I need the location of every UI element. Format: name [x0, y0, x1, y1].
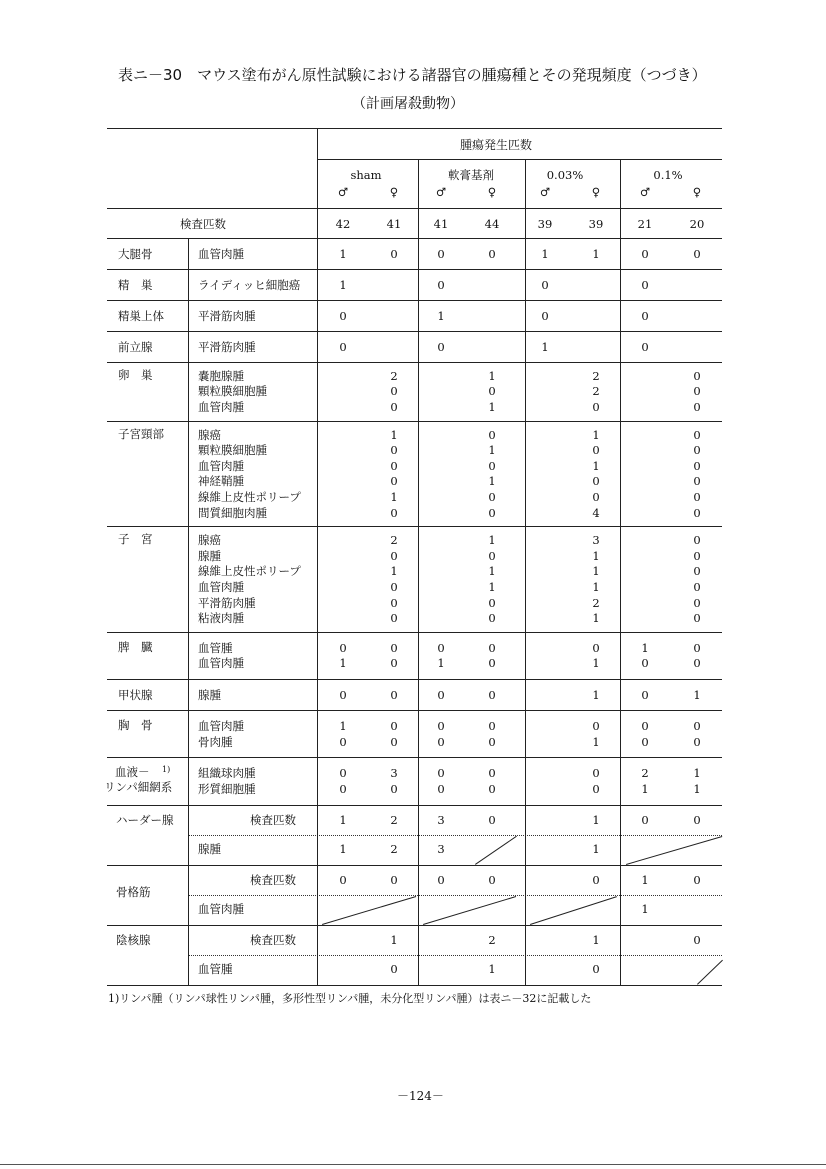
female-symbol: ♀ [487, 185, 497, 199]
column-rule [620, 159, 621, 985]
table-rule [318, 159, 722, 160]
count-cell: 0 [488, 384, 496, 399]
count-cell: 0 [339, 766, 347, 781]
count-cell: 0 [390, 611, 398, 626]
count-cell: 0 [693, 595, 701, 610]
count-cell: 0 [693, 734, 701, 749]
count-cell: 1 [592, 246, 600, 261]
count-cell: 1 [641, 901, 649, 916]
table-rule [107, 925, 722, 926]
count-cell: 0 [437, 246, 445, 261]
examined-label: 検査匹数 [250, 932, 296, 947]
examined-label: 検査匹数 [250, 872, 296, 887]
count-cell: 0 [592, 640, 600, 655]
organ-label: 大腿骨 [118, 246, 153, 261]
count-cell: 0 [339, 308, 347, 323]
examined-label: 検査匹数 [250, 812, 296, 827]
tumor-label: ライディッヒ細胞癌 [198, 277, 301, 292]
group-title: 腫瘍発生匹数 [460, 138, 533, 152]
table-rule [107, 238, 722, 239]
tumor-label: 平滑筋肉腫 [198, 308, 256, 323]
group-label: sham [350, 168, 382, 182]
organ-label: 精巣上体 [118, 308, 164, 323]
tumor-label: 顆粒膜細胞腫 [198, 384, 267, 399]
count-cell: 1 [592, 427, 600, 442]
count-cell: 0 [390, 384, 398, 399]
count-cell: 0 [390, 458, 398, 473]
count-cell: 0 [390, 872, 398, 887]
count-cell: 1 [437, 656, 445, 671]
count-cell: 0 [488, 427, 496, 442]
count-cell: 0 [488, 458, 496, 473]
tumor-label: 組織球肉腫 [198, 766, 256, 781]
tumor-label: 線維上皮性ポリープ [198, 564, 301, 579]
count-cell: 1 [488, 533, 496, 548]
count-cell: 0 [390, 400, 398, 414]
table-subtitle: （計画屠殺動物） [352, 96, 464, 112]
tumor-label: 血管肉腫 [198, 719, 244, 733]
count-cell: 1 [339, 277, 347, 292]
organ-label: 1) [162, 765, 171, 774]
table-rule [107, 526, 722, 527]
count-cell: 1 [390, 932, 398, 947]
count-cell: 1 [592, 734, 600, 749]
count-cell: 0 [488, 640, 496, 655]
column-rule [418, 159, 419, 985]
table-rule [107, 985, 722, 986]
table-rule [107, 208, 722, 209]
count-cell: 0 [339, 734, 347, 749]
count-cell: 42 [335, 217, 351, 231]
count-cell: 0 [592, 443, 600, 458]
count-cell: 3 [437, 812, 445, 827]
count-cell: 0 [437, 781, 445, 796]
count-cell: 0 [390, 505, 398, 520]
count-cell: 0 [488, 611, 496, 626]
count-cell: 1 [390, 490, 398, 504]
count-cell: 0 [693, 427, 701, 442]
page-number: －124－ [397, 1089, 444, 1103]
count-cell: 0 [693, 812, 701, 827]
count-cell: 3 [390, 766, 398, 781]
tumor-label: 血管肉腫 [198, 246, 244, 261]
organ-label: リンパ細網系 [104, 780, 173, 794]
count-cell: 0 [693, 872, 701, 887]
count-cell: 0 [541, 277, 549, 292]
table-rule [107, 300, 722, 301]
bottom-rule [0, 1164, 826, 1165]
count-cell: 0 [390, 595, 398, 610]
count-cell: 0 [592, 766, 600, 781]
count-cell: 0 [641, 656, 649, 671]
column-rule [525, 159, 526, 985]
count-cell: 0 [641, 812, 649, 827]
count-cell: 0 [488, 766, 496, 781]
female-symbol: ♀ [692, 185, 702, 199]
count-cell: 0 [693, 400, 701, 414]
table-rule [107, 128, 722, 129]
count-cell: 0 [592, 400, 600, 414]
count-cell: 2 [488, 932, 496, 947]
organ-label: 血液－ [115, 765, 150, 779]
count-cell: 0 [488, 687, 496, 702]
count-cell: 1 [437, 308, 445, 323]
tumor-label: 平滑筋肉腫 [198, 595, 256, 610]
count-cell: 0 [693, 533, 701, 548]
count-cell: 2 [592, 368, 600, 383]
count-cell: 0 [592, 781, 600, 796]
table-rule [107, 362, 722, 363]
count-cell: 3 [437, 841, 445, 856]
empty-cell-slash [423, 896, 516, 925]
count-cell: 1 [693, 766, 701, 781]
count-cell: 0 [390, 734, 398, 749]
count-cell: 1 [488, 400, 496, 414]
count-cell: 0 [693, 490, 701, 504]
group-label: 軟膏基剤 [448, 168, 494, 182]
count-cell: 1 [339, 246, 347, 261]
count-cell: 0 [693, 640, 701, 655]
table-rule [107, 710, 722, 711]
count-cell: 2 [592, 384, 600, 399]
count-cell: 0 [488, 595, 496, 610]
count-cell: 0 [488, 548, 496, 563]
count-cell: 0 [693, 548, 701, 563]
count-cell: 0 [592, 719, 600, 733]
count-cell: 0 [390, 580, 398, 594]
count-cell: 0 [437, 339, 445, 354]
male-symbol: ♂ [539, 185, 551, 199]
count-cell: 0 [641, 308, 649, 323]
organ-label: 子 宮 [118, 532, 153, 547]
count-cell: 0 [437, 719, 445, 733]
count-cell: 2 [641, 766, 649, 781]
empty-cell-slash [475, 836, 517, 865]
count-cell: 1 [541, 246, 549, 261]
tumor-label: 顆粒膜細胞腫 [198, 443, 267, 458]
count-cell: 2 [390, 812, 398, 827]
count-cell: 0 [641, 246, 649, 261]
count-cell: 0 [641, 719, 649, 733]
count-cell: 1 [592, 841, 600, 856]
count-cell: 0 [390, 781, 398, 796]
column-rule [188, 238, 189, 985]
group-label: 0.1% [653, 168, 683, 182]
count-cell: 39 [588, 217, 604, 231]
count-cell: 1 [339, 656, 347, 671]
tumor-label: 血管肉腫 [198, 580, 244, 594]
tumor-label: 血管肉腫 [198, 656, 244, 671]
count-cell: 1 [592, 580, 600, 594]
count-cell: 1 [592, 932, 600, 947]
male-symbol: ♂ [639, 185, 651, 199]
male-symbol: ♂ [435, 185, 447, 199]
count-cell: 0 [641, 277, 649, 292]
table-rule [107, 331, 722, 332]
count-cell: 0 [488, 490, 496, 504]
count-cell: 0 [693, 368, 701, 383]
count-cell: 2 [390, 841, 398, 856]
count-cell: 0 [592, 872, 600, 887]
tumor-label: 腺癌 [198, 427, 221, 442]
count-cell: 0 [339, 687, 347, 702]
count-cell: 0 [339, 781, 347, 796]
count-cell: 1 [541, 339, 549, 354]
count-cell: 1 [693, 781, 701, 796]
count-cell: 0 [693, 246, 701, 261]
tumor-label: 腺癌 [198, 533, 221, 548]
count-cell: 0 [693, 611, 701, 626]
count-cell: 0 [592, 961, 600, 976]
count-cell: 0 [693, 932, 701, 947]
count-cell: 1 [693, 687, 701, 702]
tumor-label: 神経鞘腫 [198, 474, 244, 489]
footnote: 1)リンパ腫（リンパ球性リンパ腫，多形性型リンパ腫，未分化型リンパ腫）は表ニ－32に記載した [108, 992, 592, 1005]
count-cell: 0 [488, 505, 496, 520]
count-cell: 1 [339, 719, 347, 733]
tumor-label: 腺腫 [198, 548, 221, 563]
count-cell: 0 [693, 443, 701, 458]
count-cell: 1 [488, 580, 496, 594]
count-cell: 0 [390, 443, 398, 458]
count-cell: 0 [437, 640, 445, 655]
column-rule [317, 128, 318, 985]
count-cell: 0 [592, 474, 600, 489]
count-cell: 0 [437, 734, 445, 749]
count-cell: 20 [689, 217, 705, 231]
tumor-label: 骨肉腫 [198, 734, 233, 749]
count-cell: 2 [592, 595, 600, 610]
count-cell: 1 [592, 656, 600, 671]
table-rule [107, 421, 722, 422]
tumor-label: 血管肉腫 [198, 901, 244, 916]
count-cell: 1 [339, 812, 347, 827]
tumor-label: 粘液肉腫 [198, 611, 244, 626]
count-cell: 0 [437, 277, 445, 292]
count-cell: 1 [592, 687, 600, 702]
tumor-label: 平滑筋肉腫 [198, 339, 256, 354]
organ-label: ハーダー腺 [116, 812, 174, 827]
count-cell: 39 [537, 217, 553, 231]
count-cell: 1 [592, 458, 600, 473]
count-cell: 0 [693, 719, 701, 733]
tumor-label: 血管腫 [198, 640, 233, 655]
count-cell: 1 [592, 812, 600, 827]
count-cell: 0 [390, 548, 398, 563]
count-row-label: 検査匹数 [180, 217, 226, 231]
count-cell: 0 [488, 872, 496, 887]
organ-label: 子宮頸部 [118, 426, 164, 441]
count-cell: 0 [488, 656, 496, 671]
count-cell: 1 [641, 781, 649, 796]
count-cell: 1 [488, 368, 496, 383]
organ-label: 卵 巣 [118, 368, 153, 382]
dotted-rule [188, 955, 722, 956]
organ-label: 骨格筋 [116, 884, 151, 899]
table-title: 表ニ－30 マウス塗布がん原性試験における諸器官の腫瘍種とその発現頻度（つづき） [118, 66, 707, 84]
table-rule [107, 865, 722, 866]
count-cell: 1 [339, 841, 347, 856]
count-cell: 1 [390, 564, 398, 579]
dotted-rule [188, 895, 722, 896]
count-cell: 0 [390, 640, 398, 655]
count-cell: 0 [693, 564, 701, 579]
tumor-label: 腺腫 [198, 841, 221, 856]
count-cell: 0 [541, 308, 549, 323]
count-cell: 21 [637, 217, 653, 231]
table-rule [107, 269, 722, 270]
count-cell: 0 [488, 734, 496, 749]
organ-label: 甲状腺 [118, 687, 153, 702]
count-cell: 0 [693, 474, 701, 489]
table-rule [107, 805, 722, 806]
table-rule [107, 679, 722, 680]
organ-label: 胸 骨 [118, 718, 153, 733]
tumor-label: 線維上皮性ポリープ [198, 490, 301, 504]
count-cell: 1 [641, 872, 649, 887]
count-cell: 1 [592, 564, 600, 579]
count-cell: 0 [437, 687, 445, 702]
empty-cell-slash [530, 896, 617, 925]
count-cell: 0 [693, 656, 701, 671]
count-cell: 0 [390, 474, 398, 489]
table-rule [107, 632, 722, 633]
count-cell: 0 [693, 505, 701, 520]
count-cell: 0 [390, 246, 398, 261]
count-cell: 1 [592, 548, 600, 563]
tumor-label: 血管腫 [198, 961, 233, 976]
group-label: 0.03% [546, 168, 584, 182]
count-cell: 0 [390, 656, 398, 671]
count-cell: 3 [592, 533, 600, 548]
count-cell: 0 [488, 719, 496, 733]
count-cell: 1 [390, 427, 398, 442]
female-symbol: ♀ [591, 185, 601, 199]
count-cell: 0 [641, 339, 649, 354]
male-symbol: ♂ [337, 185, 349, 199]
count-cell: 0 [390, 961, 398, 976]
count-cell: 0 [488, 781, 496, 796]
count-cell: 1 [488, 961, 496, 976]
tumor-label: 血管肉腫 [198, 400, 244, 414]
tumor-label: 腺腫 [198, 687, 221, 702]
count-cell: 0 [390, 719, 398, 733]
count-cell: 41 [433, 217, 449, 231]
count-cell: 0 [437, 766, 445, 781]
count-cell: 2 [390, 368, 398, 383]
organ-label: 脾 臓 [118, 640, 153, 654]
count-cell: 0 [641, 734, 649, 749]
count-cell: 44 [484, 217, 500, 231]
count-cell: 4 [592, 505, 600, 520]
table-rule [107, 757, 722, 758]
empty-cell-slash [697, 960, 723, 985]
count-cell: 1 [488, 443, 496, 458]
tumor-label: 血管肉腫 [198, 458, 244, 473]
count-cell: 1 [488, 564, 496, 579]
count-cell: 1 [592, 611, 600, 626]
count-cell: 0 [488, 246, 496, 261]
count-cell: 0 [339, 339, 347, 354]
count-cell: 2 [390, 533, 398, 548]
tumor-label: 間質細胞肉腫 [198, 505, 267, 520]
count-cell: 0 [488, 812, 496, 827]
count-cell: 0 [693, 458, 701, 473]
organ-label: 前立腺 [118, 339, 153, 354]
female-symbol: ♀ [389, 185, 399, 199]
count-cell: 0 [693, 384, 701, 399]
empty-cell-slash [626, 836, 722, 865]
count-cell: 0 [339, 872, 347, 887]
count-cell: 0 [390, 687, 398, 702]
count-cell: 41 [386, 217, 402, 231]
count-cell: 1 [641, 640, 649, 655]
count-cell: 0 [339, 640, 347, 655]
count-cell: 0 [437, 872, 445, 887]
count-cell: 1 [488, 474, 496, 489]
organ-label: 陰核腺 [116, 932, 151, 947]
empty-cell-slash [322, 896, 416, 925]
dotted-rule [188, 835, 722, 836]
count-cell: 0 [641, 687, 649, 702]
count-cell: 0 [592, 490, 600, 504]
organ-label: 精 巣 [118, 277, 153, 292]
tumor-label: 嚢胞腺腫 [198, 368, 244, 383]
tumor-label: 形質細胞腫 [198, 781, 256, 796]
count-cell: 0 [693, 580, 701, 594]
